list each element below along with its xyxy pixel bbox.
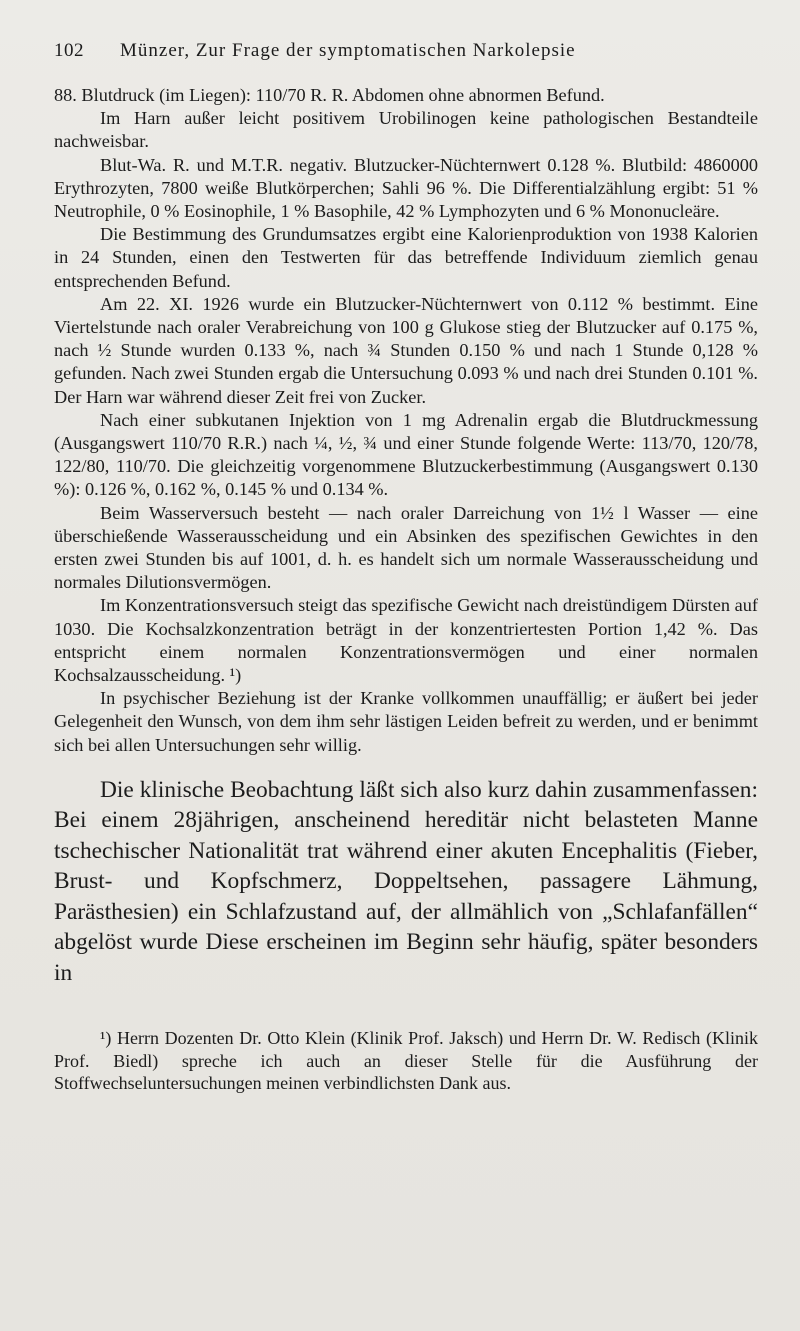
paragraph: Nach einer subkutanen Injektion von 1 mg Adrenalin ergab die Blutdruckmessung (Ausgangswert 110/70 R.R.) nach ¼, ½, ¾ und einer Stunde folgende Werte: 113/70, 120/78, 122/80, 110/70. Die gleichzeitig vorgenommene Blutzuckerbestimmung (Ausgangswert 0.130 %): 0.126 %, 0.162 %, 0.145 % und 0.134 %.	[54, 409, 758, 500]
paragraph: Blut-Wa. R. und M.T.R. negativ. Blutzucker-Nüchternwert 0.128 %. Blutbild: 4860000 Erythrozyten, 7800 weiße Blutkörperchen; Sahli 96 %. Die Differentialzählung ergibt: 51 % Neutrophile, 0 % Eosinophile, 1 % Basophile, 42 % Lymphozyten und 6 % Mononucleäre.	[54, 154, 758, 222]
footnote	[54, 1027, 758, 1095]
footnote-text: ¹) Herrn Dozenten Dr. Otto Klein (Klinik Prof. Jaksch) und Herrn Dr. W. Redisch (Klinik Prof. Biedl) spreche ich auch an dieser Stelle für die Ausführung der Stoffwechseluntersuchungen meinen verbindlichsten Dank aus.	[54, 1028, 758, 1094]
case-report-text	[54, 84, 758, 757]
paragraph: Die Bestimmung des Grundumsatzes ergibt eine Kalorienproduktion von 1938 Kalorien in 24 Stunden, einen den Testwerten für das betreffende Individuum ziemlich genau entsprechenden Befund.	[54, 224, 758, 291]
running-title: Münzer, Zur Frage der symptomatischen Narkolepsie	[120, 40, 576, 61]
paragraph: Im Konzentrationsversuch steigt das spezifische Gewicht nach dreistündigem Dürsten auf 1030. Die Kochsalzkonzentration beträgt in der konzentriertesten Portion 1,42 %. Das entspricht einem normalen Konzentrationsvermögen und einer normalen Kochsalzausscheidung. ¹)	[54, 595, 758, 686]
paragraph: Im Harn außer leicht positivem Urobilinogen keine pathologischen Bestandteile nachweisbar.	[54, 108, 758, 152]
summary-paragraph: Die klinische Beobachtung läßt sich also kurz dahin zusammenfassen: Bei einem 28jährigen, anscheinend hereditär nicht belasteten Manne tschechischer Nationalität trat während einer akuten Encephalitis (Fieber, Brust- und Kopfschmerz, Doppeltsehen, passagere Lähmung, Parästhesien) ein Schlafzustand auf, der allmählich von „Schlafanfällen“ abgelöst wurde Diese erscheinen im Beginn sehr häufig, später besonders in	[54, 776, 758, 986]
paragraph: Beim Wasserversuch besteht — nach oraler Darreichung von 1½ l Wasser — eine überschießende Wasserausscheidung und ein Absinken des spezifischen Gewichtes in den ersten zwei Stunden bis auf 1001, d. h. es handelt sich um normale Wasserausscheidung und normales Dilutionsvermögen.	[54, 502, 758, 593]
paragraph: Am 22. XI. 1926 wurde ein Blutzucker-Nüchternwert von 0.112 % bestimmt. Eine Viertelstunde nach oraler Verabreichung von 100 g Glukose stieg der Blutzucker auf 0.175 %, nach ½ Stunde wurden 0.133 %, nach ¾ Stunden 0.150 % und nach 1 Stunde 0,128 % gefunden. Nach zwei Stunden ergab die Untersuchung 0.093 % und nach drei Stunden 0.101 %. Der Harn war während dieser Zeit frei von Zucker.	[54, 293, 758, 407]
paragraph: 88. Blutdruck (im Liegen): 110/70 R. R. Abdomen ohne abnormen Befund.	[54, 85, 605, 105]
running-header	[54, 40, 758, 62]
paragraph: In psychischer Beziehung ist der Kranke vollkommen unauffällig; er äußert bei jeder Gelegenheit den Wunsch, von dem ihm sehr lästigen Leiden befreit zu werden, und er benimmt sich bei allen Untersuchungen sehr willig.	[54, 688, 758, 755]
summary-text	[54, 775, 758, 989]
page-number: 102	[54, 40, 84, 61]
